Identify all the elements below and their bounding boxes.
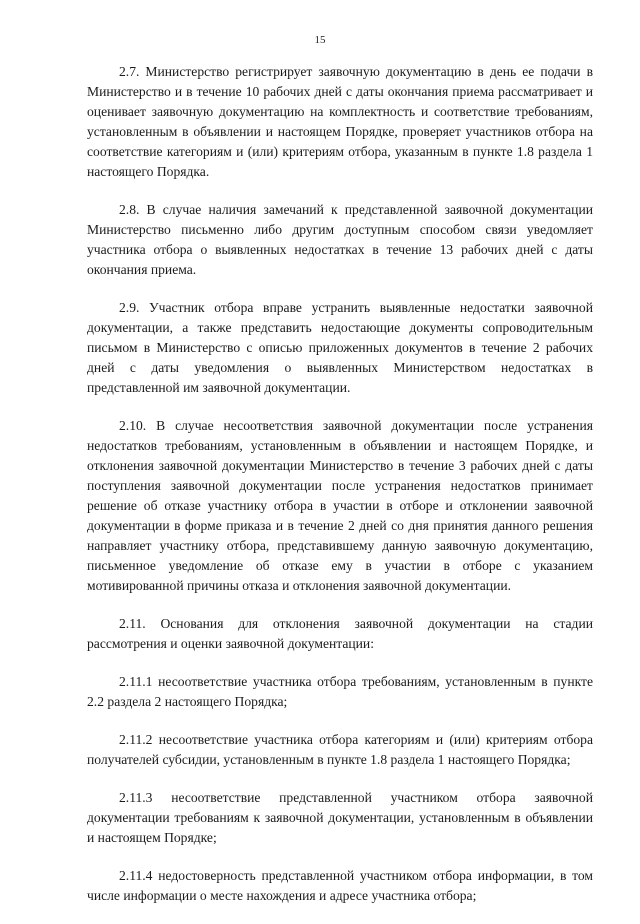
paragraph-2-9: 2.9. Участник отбора вправе устранить выявленные недостатки заявочной документации, а также представить недостающие документы сопроводительным письмом в Министерство с описью приложенных документов в течение 2 рабочих дней с даты уведомления о выявленных Министерством недостатках в представленной им заявочной документации.: [87, 300, 593, 395]
paragraph-2-11-3: 2.11.3 несоответствие представленной участником отбора заявочной документации требованиям к заявочной документации, установленным в объявлении и настоящем Порядке;: [87, 790, 593, 845]
paragraph-2-8: 2.8. В случае наличия замечаний к представленной заявочной документации Министерство письменно либо другим доступным способом связи уведомляет участника отбора о выявленных недостатках в течение 13 рабочих дней с даты окончания приема.: [87, 202, 593, 277]
document-body: [87, 62, 593, 924]
paragraph-2-11: 2.11. Основания для отклонения заявочной документации на стадии рассмотрения и оценки заявочной документации:: [87, 616, 593, 651]
paragraph-2-11-4: 2.11.4 недостоверность представленной участником отбора информации, в том числе информации о месте нахождения и адресе участника отбора;: [87, 868, 593, 903]
paragraph-2-11-1: 2.11.1 несоответствие участника отбора требованиям, установленным в пункте 2.2 раздела 2 настоящего Порядка;: [87, 674, 593, 709]
paragraph-2-10: 2.10. В случае несоответствия заявочной документации после устранения недостатков требованиям, установленным в объявлении и настоящем Порядке, и отклонения заявочной документации Министерство в течение 3 рабочих дней с даты поступления заявочной документации после устранения недостатков принимает решение об отказе участнику отбора в участии в отборе и отклонении заявочной документации в форме приказа и в течение 2 дней со дня принятия данного решения направляет участнику отбора, представившему данную заявочную документацию, письменное уведомление об отказе ему в участии в отборе с указанием мотивированной причины отказа и отклонения заявочной документации.: [87, 418, 593, 593]
paragraph-2-7: 2.7. Министерство регистрирует заявочную документацию в день ее подачи в Министерство и в течение 10 рабочих дней с даты окончания приема рассматривает и оценивает заявочную документацию на комплектность и соответствие требованиям, установленным в объявлении и настоящем Порядке, проверяет участников отбора на соответствие категориям и (или) критериям отбора, указанным в пункте 1.8 раздела 1 настоящего Порядка.: [87, 64, 593, 179]
paragraph-2-11-2: 2.11.2 несоответствие участника отбора категориям и (или) критериям отбора получателей субсидии, установленным в пункте 1.8 раздела 1 настоящего Порядка;: [87, 732, 593, 767]
page-number: 15: [314, 34, 326, 46]
